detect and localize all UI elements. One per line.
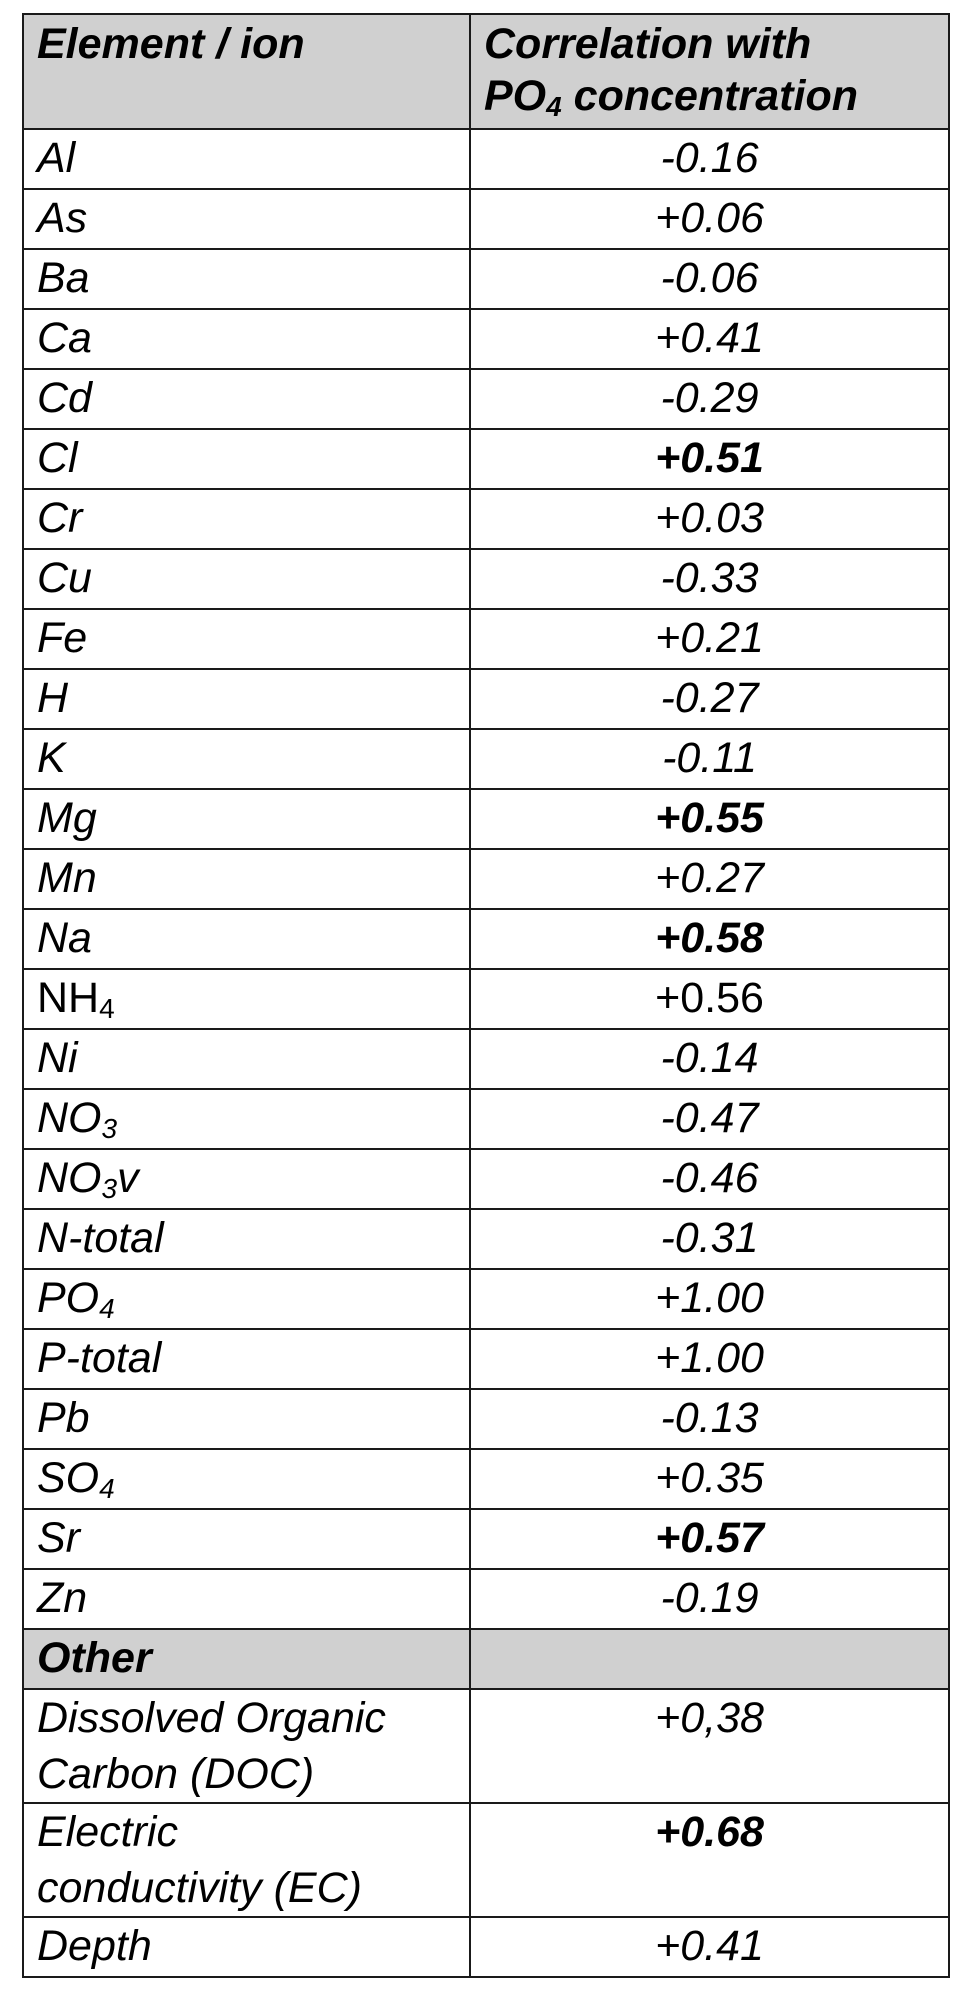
table-row: [23, 429, 949, 489]
element-name: Pb: [37, 1394, 90, 1442]
element-cell: [23, 309, 470, 369]
parameter-cell: [23, 1917, 470, 1977]
element-cell: [23, 489, 470, 549]
correlation-value: -0.06: [470, 249, 949, 309]
header-correlation-base: PO: [484, 72, 547, 120]
table-body: [23, 14, 949, 1977]
parameter-cell: [23, 1803, 470, 1917]
table-row: [23, 489, 949, 549]
element-name: N-total: [37, 1214, 164, 1262]
element-cell: [23, 1329, 470, 1389]
header-element-ion: Element / ion: [23, 14, 470, 129]
element-cell: [23, 1569, 470, 1629]
element-cell: [23, 1089, 470, 1149]
table-row: [23, 1209, 949, 1269]
element-cell: [23, 129, 470, 189]
correlation-value: -0.14: [470, 1029, 949, 1089]
correlation-value: +0.58: [470, 909, 949, 969]
table-row: [23, 1689, 949, 1803]
table-row: [23, 309, 949, 369]
table-row: [23, 969, 949, 1029]
element-name: Cu: [37, 554, 92, 602]
element-name: Na: [37, 914, 92, 962]
parameter-line1: Depth: [37, 1922, 152, 1970]
correlation-value: +0.21: [470, 609, 949, 669]
element-name: Zn: [37, 1574, 88, 1622]
parameter-line2: Carbon (DOC): [37, 1750, 315, 1798]
correlation-value: -0.46: [470, 1149, 949, 1209]
element-name: Cd: [37, 374, 92, 422]
table-row: [23, 909, 949, 969]
table-row: [23, 849, 949, 909]
correlation-value: -0.29: [470, 369, 949, 429]
correlation-value: +0.03: [470, 489, 949, 549]
element-cell: [23, 249, 470, 309]
header-correlation-line1: Correlation with: [484, 20, 812, 68]
correlation-value: -0.19: [470, 1569, 949, 1629]
table-row: [23, 1449, 949, 1509]
table-row: [23, 1269, 949, 1329]
table-row: [23, 549, 949, 609]
element-cell: [23, 969, 470, 1029]
correlation-value: +0.35: [470, 1449, 949, 1509]
element-name: Al: [37, 134, 76, 182]
element-name: Ca: [37, 314, 92, 362]
table-row: [23, 369, 949, 429]
header-correlation: [470, 14, 949, 129]
element-cell: [23, 729, 470, 789]
element-cell: [23, 549, 470, 609]
correlation-value: +0.06: [470, 189, 949, 249]
element-subscript: 4: [99, 1293, 115, 1324]
correlation-value: +0.55: [470, 789, 949, 849]
table-row: [23, 1329, 949, 1389]
element-cell: [23, 1149, 470, 1209]
parameter-line1: Electric: [37, 1808, 178, 1856]
parameter-line2: conductivity (EC): [37, 1864, 362, 1912]
element-cell: [23, 1029, 470, 1089]
element-cell: [23, 849, 470, 909]
element-cell: [23, 1449, 470, 1509]
table-row: [23, 669, 949, 729]
header-correlation-sub: 4: [546, 91, 562, 122]
element-name: SO: [37, 1454, 100, 1502]
element-name: Fe: [37, 614, 88, 662]
parameter-cell: [23, 1689, 470, 1803]
correlation-value: +0.41: [470, 1917, 949, 1977]
element-cell: [23, 1209, 470, 1269]
correlation-value: +1.00: [470, 1269, 949, 1329]
element-name: Ni: [37, 1034, 78, 1082]
correlation-value: +0.56: [470, 969, 949, 1029]
correlation-value: +1.00: [470, 1329, 949, 1389]
header-row: [23, 14, 949, 129]
element-cell: [23, 669, 470, 729]
element-name: NH: [37, 974, 100, 1022]
correlation-value: +0,38: [470, 1689, 949, 1803]
element-cell: [23, 789, 470, 849]
element-subscript: 3: [101, 1113, 118, 1144]
other-section-label: Other: [23, 1629, 470, 1689]
correlation-value: -0.13: [470, 1389, 949, 1449]
element-name: K: [37, 734, 66, 782]
other-section-row: [23, 1629, 949, 1689]
element-subscript: 3: [101, 1173, 118, 1204]
element-name: As: [37, 194, 88, 242]
element-name: Ba: [37, 254, 90, 302]
correlation-value: +0.68: [470, 1803, 949, 1917]
correlation-value: -0.27: [470, 669, 949, 729]
element-cell: [23, 1389, 470, 1449]
table-row: [23, 1917, 949, 1977]
table-row: [23, 129, 949, 189]
correlation-table: [22, 13, 950, 1978]
element-subscript: 4: [99, 993, 115, 1024]
other-section-empty: [470, 1629, 949, 1689]
element-name: Mg: [37, 794, 97, 842]
element-subscript: 4: [99, 1473, 115, 1504]
table-row: [23, 789, 949, 849]
table-row: [23, 1029, 949, 1089]
element-cell: [23, 609, 470, 669]
element-cell: [23, 189, 470, 249]
table-row: [23, 1569, 949, 1629]
table-row: [23, 1149, 949, 1209]
element-name: NO: [37, 1094, 102, 1142]
header-correlation-rest: concentration: [561, 72, 858, 120]
correlation-value: +0.51: [470, 429, 949, 489]
table-row: [23, 189, 949, 249]
correlation-value: -0.16: [470, 129, 949, 189]
element-name: NO: [37, 1154, 102, 1202]
element-name: Mn: [37, 854, 97, 902]
element-name: Cr: [37, 494, 83, 542]
element-suffix: v: [117, 1154, 139, 1202]
table-row: [23, 249, 949, 309]
element-cell: [23, 909, 470, 969]
element-cell: [23, 429, 470, 489]
element-name: P-total: [37, 1334, 162, 1382]
element-cell: [23, 1509, 470, 1569]
element-name: Sr: [37, 1514, 80, 1562]
element-cell: [23, 1269, 470, 1329]
table-row: [23, 729, 949, 789]
table-row: [23, 1803, 949, 1917]
parameter-line1: Dissolved Organic: [37, 1694, 386, 1742]
correlation-value: +0.57: [470, 1509, 949, 1569]
correlation-value: -0.31: [470, 1209, 949, 1269]
table-row: [23, 1089, 949, 1149]
element-name: Cl: [37, 434, 78, 482]
correlation-value: -0.47: [470, 1089, 949, 1149]
element-name: H: [37, 674, 69, 722]
correlation-value: -0.11: [470, 729, 949, 789]
table-row: [23, 609, 949, 669]
element-name: PO: [37, 1274, 100, 1322]
table-row: [23, 1509, 949, 1569]
correlation-value: +0.27: [470, 849, 949, 909]
correlation-value: -0.33: [470, 549, 949, 609]
table-row: [23, 1389, 949, 1449]
correlation-value: +0.41: [470, 309, 949, 369]
element-cell: [23, 369, 470, 429]
